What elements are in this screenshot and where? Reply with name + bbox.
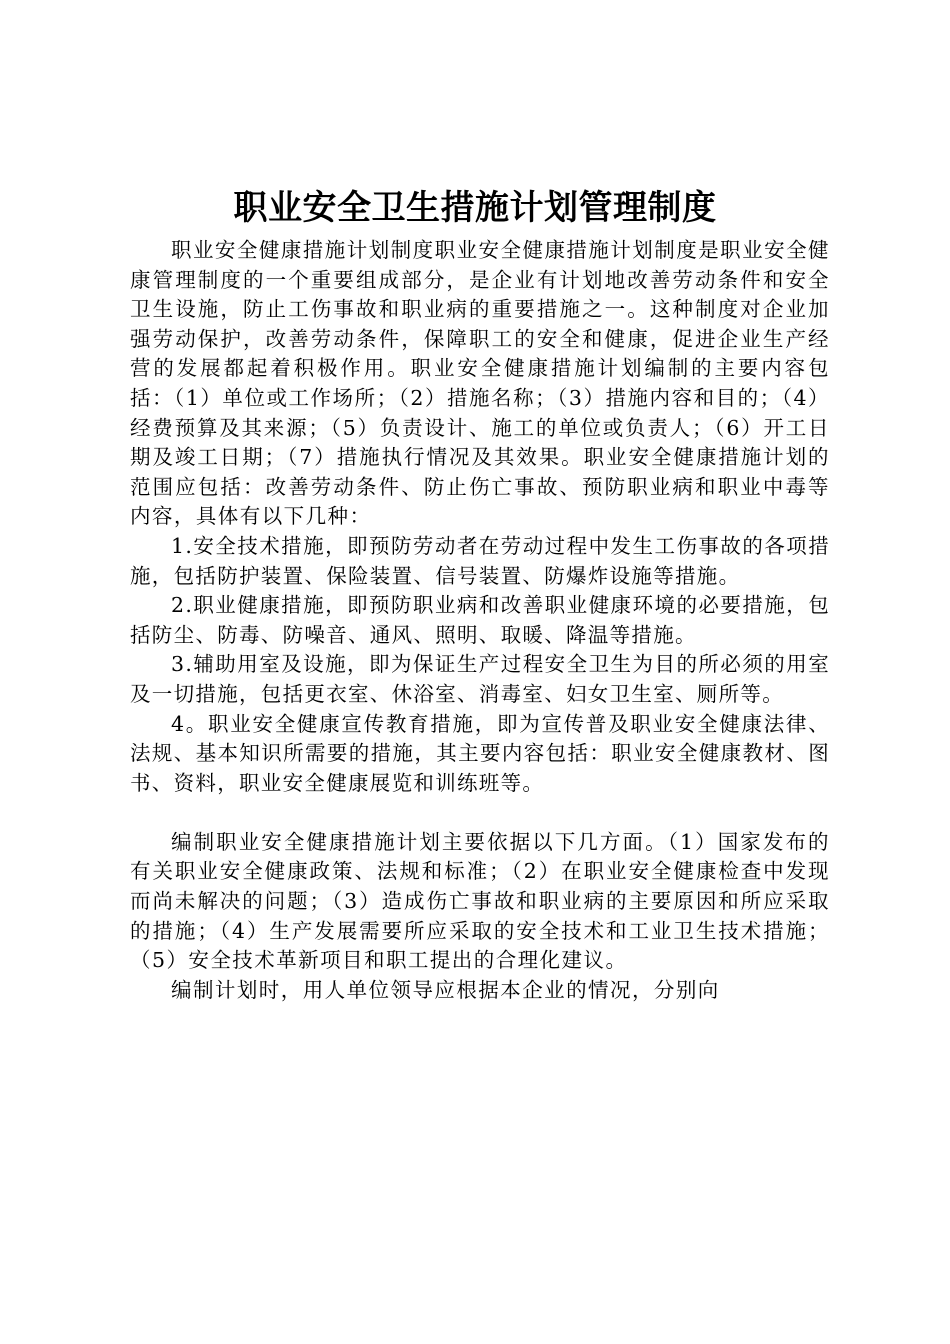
measure-item-4: 4。职业安全健康宣传教育措施，即为宣传普及职业安全健康法律、法规、基本知识所需要的措施，其主要内容包括：职业安全健康教材、图书、资料，职业安全健康展览和训练班等。 (130, 711, 830, 795)
measure-item-2: 2.职业健康措施，即预防职业病和改善职业健康环境的必要措施，包括防尘、防毒、防噪音、通风、照明、取暖、降温等措施。 (130, 593, 830, 647)
planning-paragraph: 编制计划时，用人单位领导应根据本企业的情况，分别向 (171, 977, 720, 1002)
intro-paragraph: 职业安全健康措施计划制度职业安全健康措施计划制度是职业安全健康管理制度的一个重要组成部分，是企业有计划地改善劳动条件和安全卫生设施，防止工伤事故和职业病的重要措施之一。这种制度对企业加强劳动保护，改善劳动条件，保障职工的安全和健康，促进企业生产经营的发展都起着积极作用。职业安全健康措施计划编制的主要内容包括：（1）单位或工作场所；（2）措施名称；（3）措施内容和目的；（4）经费预算及其来源；（5）负责设计、施工的单位或负责人；（6）开工日期及竣工日期；（7）措施执行情况及其效果。职业安全健康措施计划的范围应包括：改善劳动条件、防止伤亡事故、预防职业病和职业中毒等内容，具体有以下几种： (130, 238, 830, 529)
paragraph-spacer (130, 798, 830, 828)
measure-item-1: 1.安全技术措施，即预防劳动者在劳动过程中发生工伤事故的各项措施，包括防护装置、保险装置、信号装置、防爆炸设施等措施。 (130, 533, 830, 588)
document-title: 职业安全卫生措施计划管理制度 (233, 188, 717, 228)
measure-item-3: 3.辅助用室及设施，即为保证生产过程安全卫生为目的所必须的用室及一切措施，包括更衣室、休浴室、消毒室、妇女卫生室、厕所等。 (130, 652, 830, 706)
basis-paragraph: 编制职业安全健康措施计划主要依据以下几方面。（1）国家发布的有关职业安全健康政策、法规和标准；（2）在职业安全健康检查中发现而尚未解决的问题；（3）造成伤亡事故和职业病的主要原因和所应采取的措施；（4）生产发展需要所应采取的安全技术和工业卫生技术措施；（5）安全技术革新项目和职工提出的合理化建议。 (130, 829, 830, 973)
document-body (130, 236, 830, 1005)
